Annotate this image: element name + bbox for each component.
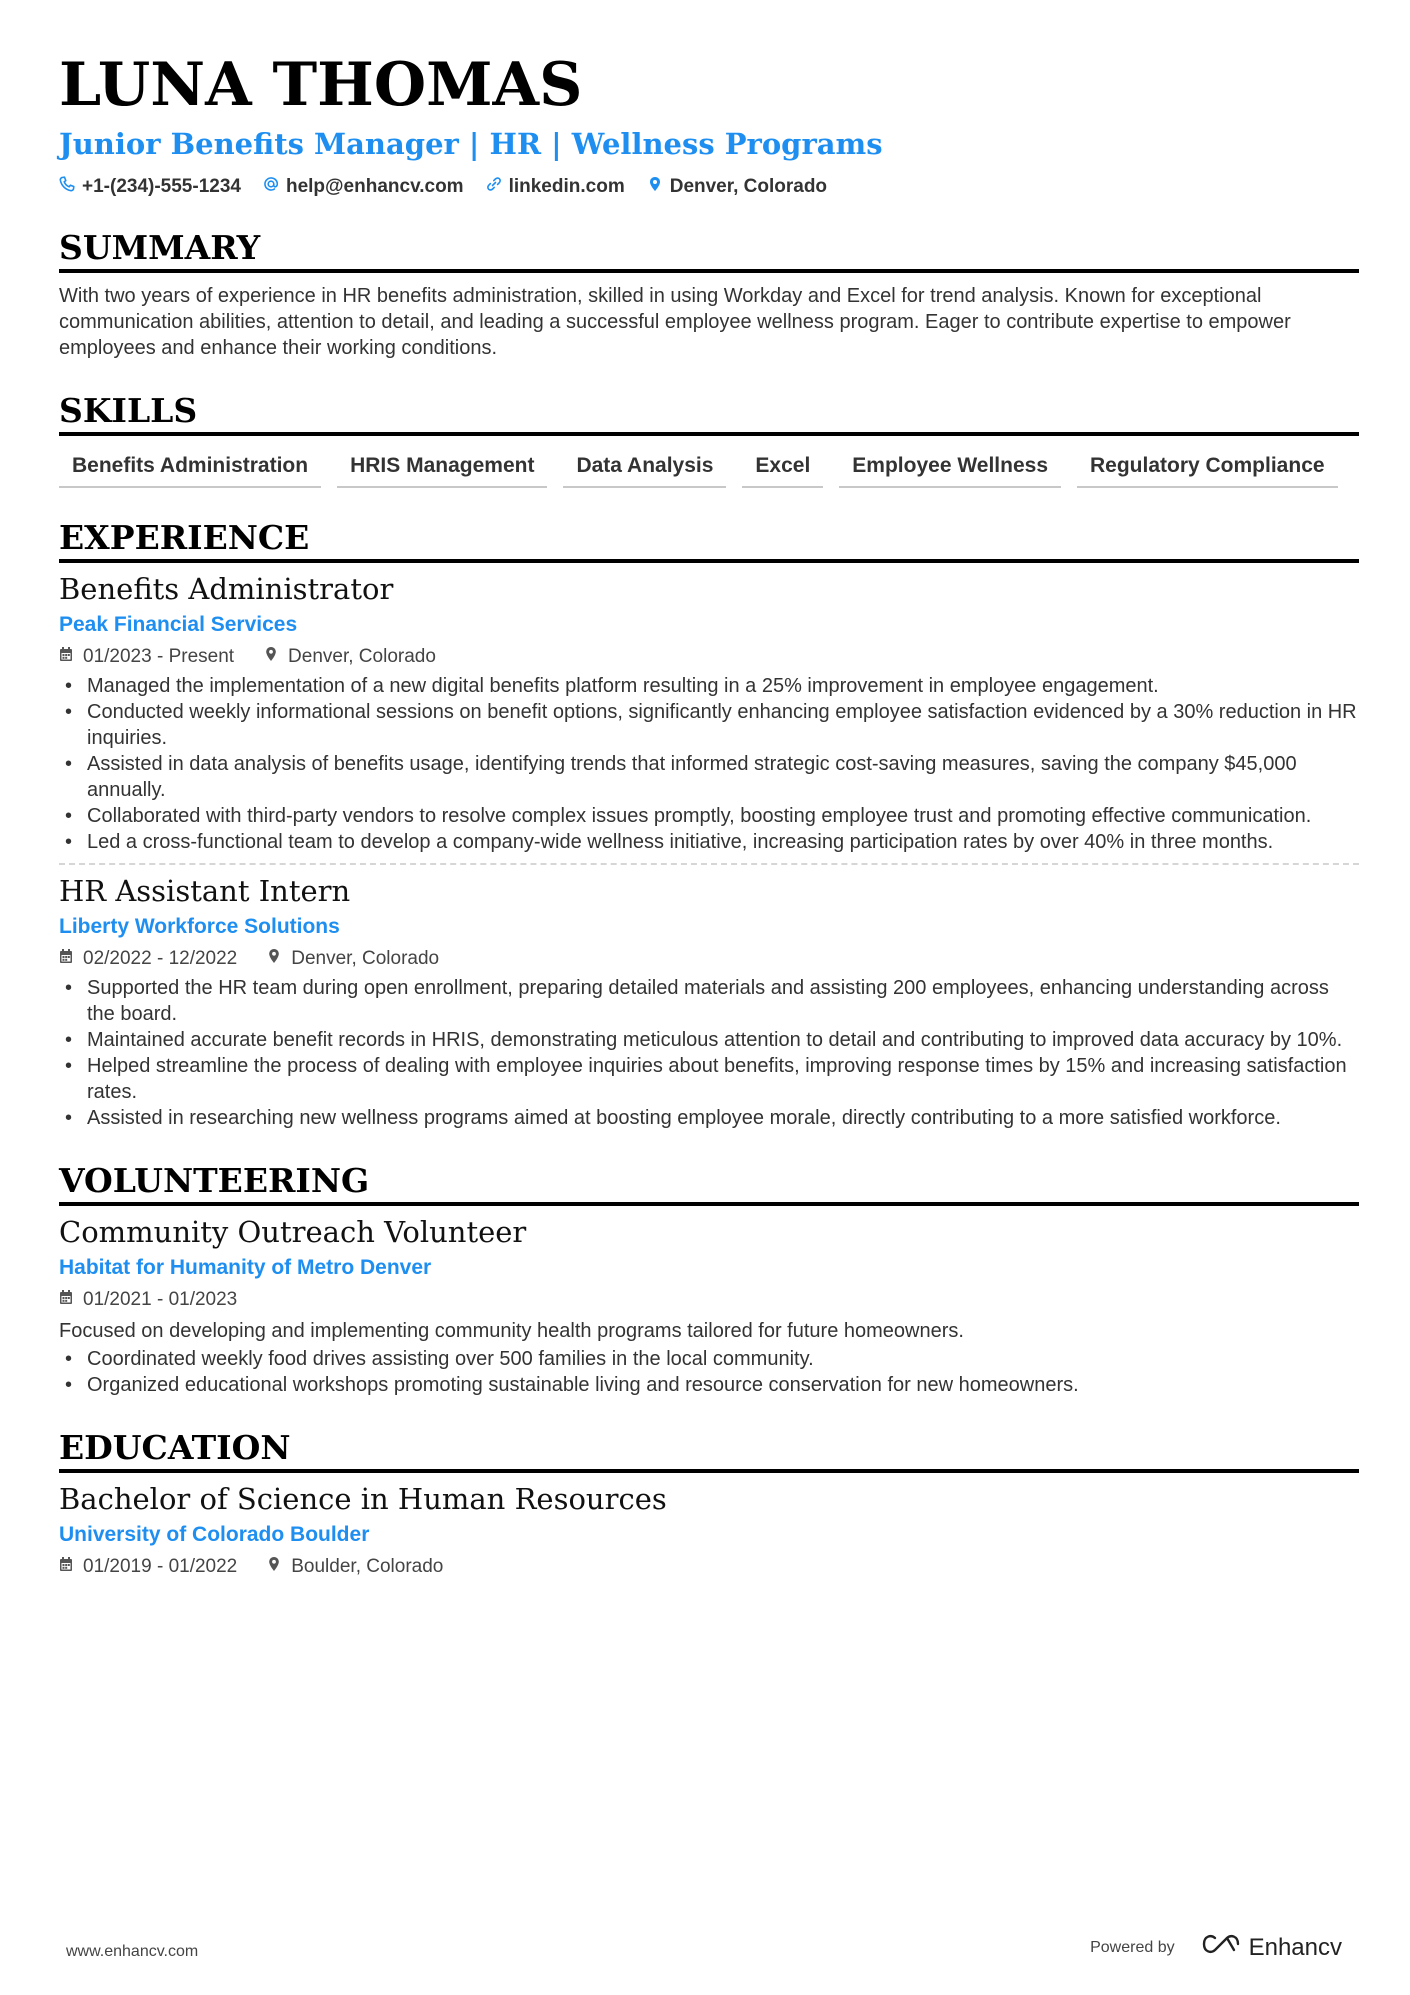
job-meta [59, 947, 1359, 971]
entry-divider [59, 863, 1359, 865]
skill-tag: HRIS Management [337, 450, 547, 488]
job-location: Denver, Colorado [291, 948, 440, 969]
volunteering-section [59, 1161, 1359, 1398]
candidate-tagline: Junior Benefits Manager | HR | Wellness Programs [59, 127, 883, 161]
contact-bar [59, 176, 1359, 198]
contact-linkedin[interactable]: linkedin.com [486, 176, 625, 198]
skill-tag: Regulatory Compliance [1077, 450, 1338, 488]
location-icon [267, 1555, 281, 1579]
list-item: • Led a cross-functional team to develop a company-wide wellness initiative, increasing participation rates by over 40% in three months. [59, 829, 1359, 855]
calendar-icon [59, 947, 73, 971]
footer-branding [1090, 1933, 1342, 1962]
volunteer-role: Community Outreach Volunteer [59, 1215, 527, 1249]
volunteer-dates: 01/2021 - 01/2023 [83, 1289, 238, 1310]
experience-entry [59, 571, 1359, 855]
list-item: • Assisted in data analysis of benefits usage, identifying trends that informed strategic cost-saving measures, saving the company $45,000 annually. [59, 751, 1359, 803]
list-item: • Coordinated weekly food drives assisting over 500 families in the local community. [59, 1346, 1359, 1372]
contact-email[interactable]: help@enhancv.com [263, 176, 464, 198]
job-dates: 02/2022 - 12/2022 [83, 948, 238, 969]
job-location: Denver, Colorado [288, 646, 436, 667]
education-location: Boulder, Colorado [291, 1556, 444, 1577]
skill-tag: Benefits Administration [59, 450, 321, 488]
volunteer-organization: Habitat for Humanity of Metro Denver [59, 1256, 432, 1279]
summary-section [59, 228, 1359, 361]
list-item: • Organized educational workshops promoting sustainable living and resource conservation for new homeowners. [59, 1372, 1359, 1398]
degree: Bachelor of Science in Human Resources [59, 1482, 667, 1516]
school-name: University of Colorado Boulder [59, 1523, 370, 1546]
education-section [59, 1428, 1359, 1579]
list-item: • Conducted weekly informational sessions on benefit options, significantly enhancing employee satisfaction evidenced by a 30% reduction in HR inquiries. [59, 699, 1359, 751]
company-name: Liberty Workforce Solutions [59, 915, 340, 938]
job-dates: 01/2023 - Present [83, 646, 235, 667]
skills-section [59, 391, 1359, 488]
brand-name: Enhancv [1248, 1933, 1342, 1961]
calendar-icon [59, 645, 73, 669]
list-item: • Supported the HR team during open enrollment, preparing detailed materials and assisting 200 employees, enhancing understanding across the board. [59, 975, 1359, 1027]
education-title: EDUCATION [59, 1428, 1359, 1473]
resume-page [59, 50, 1359, 1579]
contact-phone[interactable]: +1-(234)-555-1234 [59, 176, 241, 198]
experience-section [59, 518, 1359, 1131]
skills-list [59, 450, 1359, 488]
candidate-name: LUNA THOMAS [59, 50, 583, 120]
calendar-icon [59, 1555, 73, 1579]
job-title: Benefits Administrator [59, 572, 394, 606]
job-bullets [59, 975, 1359, 1131]
volunteer-meta [59, 1288, 1359, 1312]
location-icon [267, 947, 281, 971]
phone-icon [59, 176, 75, 198]
experience-entry [59, 873, 1359, 1131]
education-dates: 01/2019 - 01/2022 [83, 1556, 238, 1577]
contact-location: Denver, Colorado [647, 176, 827, 198]
list-item: • Helped streamline the process of dealing with employee inquiries about benefits, improving response times by 15% and increasing satisfaction rates. [59, 1053, 1359, 1105]
list-item: • Maintained accurate benefit records in HRIS, demonstrating meticulous attention to detail and contributing to improved data accuracy by 10%. [59, 1027, 1359, 1053]
skill-tag: Employee Wellness [839, 450, 1061, 488]
volunteer-description: Focused on developing and implementing community health programs tailored for future homeowners. [59, 1320, 964, 1342]
skill-tag: Data Analysis [563, 450, 726, 488]
enhancv-logo[interactable] [1201, 1933, 1342, 1962]
calendar-icon [59, 1288, 73, 1312]
summary-text: With two years of experience in HR benefits administration, skilled in using Workday and Excel for trend analysis. Known for exceptional communication abilities, attention to detail, and leading a successful employee wellness program. Eager to contribute expertise to empower employees and enhance their working conditions. [59, 285, 1291, 359]
volunteer-bullets [59, 1346, 1359, 1398]
education-meta [59, 1555, 1359, 1579]
job-meta [59, 645, 1359, 669]
list-item: • Collaborated with third-party vendors to resolve complex issues promptly, boosting employee trust and promoting effective communication. [59, 803, 1359, 829]
list-item: • Managed the implementation of a new digital benefits platform resulting in a 25% improvement in employee engagement. [59, 673, 1359, 699]
at-icon [263, 176, 279, 198]
experience-title: EXPERIENCE [59, 518, 1359, 563]
skill-tag: Excel [742, 450, 823, 488]
powered-by-label: Powered by [1090, 1938, 1175, 1956]
volunteering-title: VOLUNTEERING [59, 1161, 1359, 1206]
company-name: Peak Financial Services [59, 613, 298, 636]
footer-website[interactable]: www.enhancv.com [66, 1943, 199, 1960]
location-icon [647, 176, 663, 198]
list-item: • Assisted in researching new wellness programs aimed at boosting employee morale, directly contributing to a more satisfied workforce. [59, 1105, 1359, 1131]
job-bullets [59, 673, 1359, 855]
summary-title: SUMMARY [59, 228, 1359, 273]
skills-title: SKILLS [59, 391, 1359, 436]
location-icon [264, 645, 278, 669]
job-title: HR Assistant Intern [59, 874, 351, 908]
enhancv-logo-icon [1201, 1933, 1241, 1962]
link-icon [486, 176, 502, 198]
